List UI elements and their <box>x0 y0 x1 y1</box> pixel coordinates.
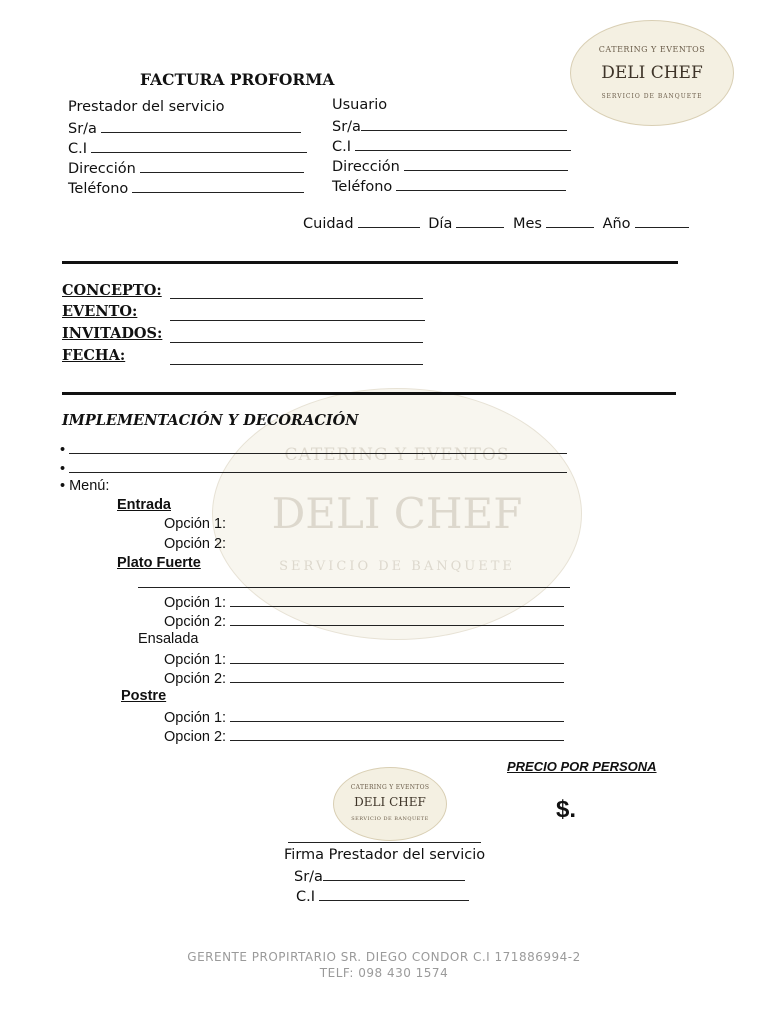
divider-top <box>62 261 678 264</box>
user-direccion-label: Dirección <box>332 159 400 175</box>
invitados-label: INVITADOS: <box>62 325 163 342</box>
postre-option-1-line[interactable] <box>230 708 564 722</box>
evento-label: EVENTO: <box>62 303 138 320</box>
signature-sra-label: Sr/a <box>294 869 323 885</box>
plato-option-2-line[interactable] <box>230 612 564 626</box>
ciudad-label: Cuidad <box>303 216 354 232</box>
watermark-top-text: CATERING Y EVENTOS <box>284 445 510 465</box>
logo-bottom-text: SERVICIO DE BANQUETE <box>601 93 703 100</box>
user-ci-line[interactable] <box>355 137 571 151</box>
provider-direccion-row <box>68 159 304 177</box>
provider-ci-row <box>68 139 307 157</box>
concepto-line[interactable] <box>170 298 423 299</box>
user-ci-label: C.I <box>332 139 352 155</box>
provider-sra-label: Sr/a <box>68 121 97 137</box>
plato-option-2: Opción 2: <box>164 614 227 630</box>
invitados-line[interactable] <box>170 342 423 343</box>
provider-heading: Prestador del servicio <box>68 99 225 115</box>
concepto-label: CONCEPTO: <box>62 282 162 299</box>
dia-label: Día <box>428 216 453 232</box>
watermark-brand: DELI CHEF <box>271 489 523 538</box>
fecha-line[interactable] <box>170 364 423 365</box>
implementation-line-2[interactable] <box>69 459 567 473</box>
user-sra-line[interactable] <box>361 117 567 131</box>
plato-option-1-line[interactable] <box>230 593 564 607</box>
signature-ci-row <box>296 887 469 905</box>
user-direccion-line[interactable] <box>404 157 568 171</box>
implementation-item-1 <box>60 440 567 458</box>
brand-logo <box>570 20 734 126</box>
watermark-bottom-text: SERVICIO DE BANQUETE <box>279 559 515 574</box>
implementation-item-2 <box>60 459 567 477</box>
plato-option-1-row <box>164 593 564 611</box>
user-direccion-row <box>332 157 568 175</box>
postre-option-2-line[interactable] <box>230 727 564 741</box>
signature-logo-bottom-text: SERVICIO DE BANQUETE <box>351 816 429 822</box>
user-sra-row <box>332 117 567 135</box>
logo-top-text: CATERING Y EVENTOS <box>598 45 706 54</box>
mes-label: Mes <box>512 216 542 232</box>
provider-telefono-line[interactable] <box>132 179 304 193</box>
anio-line[interactable] <box>635 214 689 228</box>
provider-telefono-label: Teléfono <box>68 181 129 197</box>
ensalada-option-1: Opción 1: <box>164 652 227 668</box>
signature-sra-row <box>294 867 465 885</box>
price-value: $. <box>556 796 577 823</box>
implementation-line-1[interactable] <box>69 440 567 454</box>
ensalada-option-1-row <box>164 650 564 668</box>
ensalada-option-1-line[interactable] <box>230 650 564 664</box>
bullet-1: • <box>60 442 66 458</box>
ensalada-option-2: Opción 2: <box>164 671 227 687</box>
provider-direccion-line[interactable] <box>140 159 304 173</box>
signature-ci-line[interactable] <box>319 887 469 901</box>
plato-fuerte-line[interactable] <box>138 587 570 588</box>
postre-option-2: Opcion 2: <box>164 729 227 745</box>
user-telefono-label: Teléfono <box>332 179 393 195</box>
postre-heading: Postre <box>121 688 167 704</box>
user-heading: Usuario <box>332 97 388 113</box>
provider-sra-row <box>68 119 301 137</box>
ensalada-heading: Ensalada <box>138 631 199 647</box>
evento-line[interactable] <box>170 320 425 321</box>
user-telefono-row <box>332 177 566 195</box>
postre-option-1: Opción 1: <box>164 710 227 726</box>
entrada-option-2: Opción 2: <box>164 536 227 552</box>
plato-option-1: Opción 1: <box>164 595 227 611</box>
bullet-2: • <box>60 461 66 477</box>
user-sra-label: Sr/a <box>332 119 361 135</box>
signature-line[interactable] <box>288 842 481 843</box>
entrada-option-1: Opción 1: <box>164 516 227 532</box>
signature-sra-line[interactable] <box>323 867 465 881</box>
signature-ci-label: C.I <box>296 889 316 905</box>
provider-sra-line[interactable] <box>101 119 301 133</box>
divider-middle <box>62 392 676 395</box>
fecha-label: FECHA: <box>62 347 126 364</box>
dia-line[interactable] <box>456 214 504 228</box>
logo-brand: DELI CHEF <box>601 63 703 83</box>
mes-line[interactable] <box>546 214 594 228</box>
provider-telefono-row <box>68 179 304 197</box>
signature-logo-top-text: CATERING Y EVENTOS <box>350 784 430 791</box>
page-title: FACTURA PROFORMA <box>140 70 335 89</box>
menu-label: • Menú: <box>60 478 110 494</box>
signature-label: Firma Prestador del servicio <box>284 847 486 863</box>
date-line <box>303 214 689 232</box>
footer-manager: GERENTE PROPIRTARIO SR. DIEGO CONDOR C.I 171886994-2 <box>187 950 581 964</box>
user-ci-row <box>332 137 571 155</box>
footer-phone: TELF: 098 430 1574 <box>319 966 449 980</box>
ensalada-option-2-row <box>164 669 564 687</box>
anio-label: Año <box>602 216 631 232</box>
user-telefono-line[interactable] <box>396 177 566 191</box>
signature-logo <box>333 767 447 841</box>
provider-ci-line[interactable] <box>91 139 307 153</box>
ciudad-line[interactable] <box>358 214 420 228</box>
provider-ci-label: C.I <box>68 141 88 157</box>
plato-fuerte-heading: Plato Fuerte <box>117 555 201 571</box>
provider-direccion-label: Dirección <box>68 161 136 177</box>
implementation-heading: IMPLEMENTACIÓN Y DECORACIÓN <box>62 412 359 429</box>
signature-logo-brand: DELI CHEF <box>354 795 426 809</box>
plato-option-2-row <box>164 612 564 630</box>
postre-option-1-row <box>164 708 564 726</box>
postre-option-2-row <box>164 727 564 745</box>
price-label: PRECIO POR PERSONA <box>507 759 657 774</box>
ensalada-option-2-line[interactable] <box>230 669 564 683</box>
entrada-heading: Entrada <box>117 497 171 513</box>
